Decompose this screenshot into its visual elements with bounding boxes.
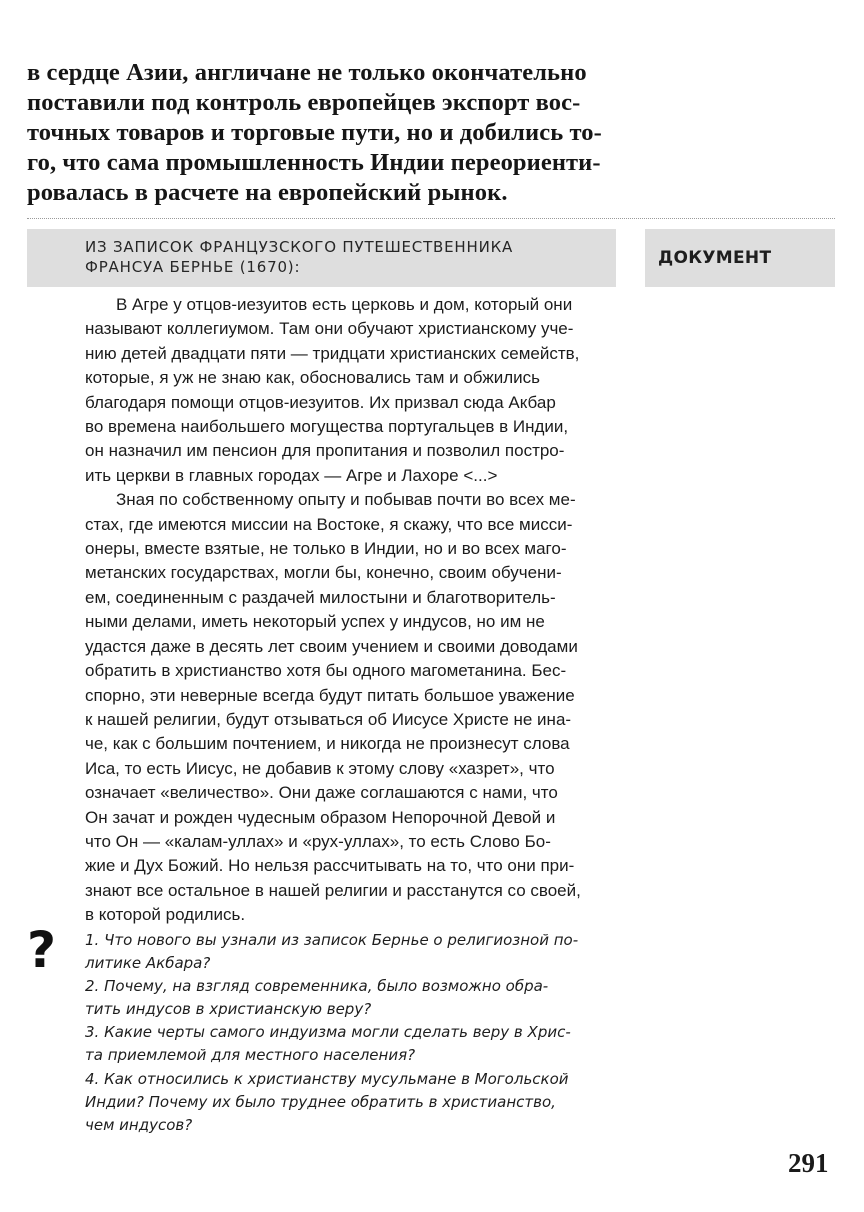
quote-line: спорно, эти неверные всегда будут питать большое уважение — [85, 685, 575, 705]
document-source-title-line: ФРАНСУА БЕРНЬЕ (1670): — [85, 258, 301, 276]
quote-line: Он зачат и рожден чудесным образом Непорочной Девой и — [85, 807, 556, 827]
review-questions — [85, 929, 615, 1137]
quote-line: метанских государствах, могли бы, конечно, своим обучени- — [85, 563, 562, 583]
quote-line: он назначил им пенсион для пропитания и позволил постро- — [85, 441, 565, 461]
quote-line: во времена наибольшего могущества португальцев в Индии, — [85, 417, 569, 437]
quote-line: нию детей двадцати пяти — тридцати христианских семейств, — [85, 343, 580, 363]
quote-line: Зная по собственному опыту и побывав почти во всех ме- — [116, 490, 576, 510]
question-line: 4. Как относились к христианству мусульмане в Могольской — [85, 1069, 569, 1088]
quote-line: Иса, то есть Иисус, не добавив к этому слову «хазрет», что — [85, 758, 555, 778]
quote-line: означает «величество». Они даже соглашаются с нами, что — [85, 783, 558, 803]
intro-line: ровалась в расчете на европейский рынок. — [27, 179, 508, 206]
intro-line: поставили под контроль европейцев экспорт вос- — [27, 89, 581, 116]
document-quote — [85, 293, 613, 928]
document-header — [27, 229, 616, 287]
quote-line: удастся даже в десять лет своим учением и своими доводами — [85, 636, 578, 656]
question-line: тить индусов в христианскую веру? — [85, 1000, 372, 1019]
intro-line: го, что сама промышленность Индии переориенти- — [27, 149, 601, 176]
quote-line: что Он — «калам-уллах» и «рух-уллах», то есть Слово Бо- — [85, 831, 551, 851]
quote-line: называют коллегиумом. Там они обучают христианскому уче- — [85, 319, 574, 339]
document-label-box — [645, 229, 835, 287]
intro-line: в сердце Азии, англичане не только окончательно — [27, 59, 587, 86]
quote-line: к нашей религии, будут отзываться об Иисусе Христе не ина- — [85, 709, 572, 729]
quote-line: че, как с большим почтением, и никогда не произнесут слова — [85, 734, 570, 754]
intro-paragraph — [27, 58, 627, 208]
document-source-title — [85, 237, 605, 277]
quote-line: благодаря помощи отцов-иезуитов. Их призвал сюда Акбар — [85, 392, 556, 412]
quote-line: ем, соединенным с раздачей милостыни и благотворитель- — [85, 587, 556, 607]
quote-line: которые, я уж не знаю как, обосновались там и обжились — [85, 368, 540, 388]
question-line: Индии? Почему их было труднее обратить в христианство, — [85, 1092, 556, 1111]
document-label: ДОКУМЕНТ — [658, 248, 772, 268]
section-divider — [27, 218, 835, 219]
question-line: 3. Какие черты самого индуизма могли сделать веру в Хрис- — [85, 1023, 571, 1042]
question-line: 2. Почему, на взгляд современника, было возможно обра- — [85, 977, 549, 996]
document-source-title-line: ИЗ ЗАПИСОК ФРАНЦУЗСКОГО ПУТЕШЕСТВЕННИКА — [85, 238, 514, 256]
quote-line: онеры, вместе взятые, не только в Индии, но и во всех маго- — [85, 539, 567, 559]
quote-line: В Агре у отцов-иезуитов есть церковь и дом, который они — [116, 295, 573, 314]
question-line: та приемлемой для местного населения? — [85, 1046, 416, 1065]
quote-line: ными делами, иметь некоторый успех у индусов, но им не — [85, 612, 545, 632]
quote-line: ить церкви в главных городах — Агре и Лахоре <...> — [85, 465, 498, 485]
question-line: 1. Что нового вы узнали из записок Бернье о религиозной по- — [85, 931, 579, 949]
quote-line: жие и Дух Божий. Но нельзя рассчитывать на то, что они при- — [85, 856, 575, 876]
question-line: литике Акбара? — [85, 954, 211, 973]
quote-line: знают все остальное в нашей религии и расстанутся со своей, — [85, 880, 581, 900]
quote-line: стах, где имеются миссии на Востоке, я скажу, что все мисси- — [85, 514, 573, 534]
quote-line: в которой родились. — [85, 905, 246, 925]
intro-line: точных товаров и торговые пути, но и добились то- — [27, 119, 602, 146]
question-mark-icon: ? — [27, 921, 57, 979]
question-line: чем индусов? — [85, 1115, 193, 1134]
quote-line: обратить в христианство хотя бы одного магометанина. Бес- — [85, 661, 567, 681]
page-number: 291 — [788, 1148, 829, 1178]
